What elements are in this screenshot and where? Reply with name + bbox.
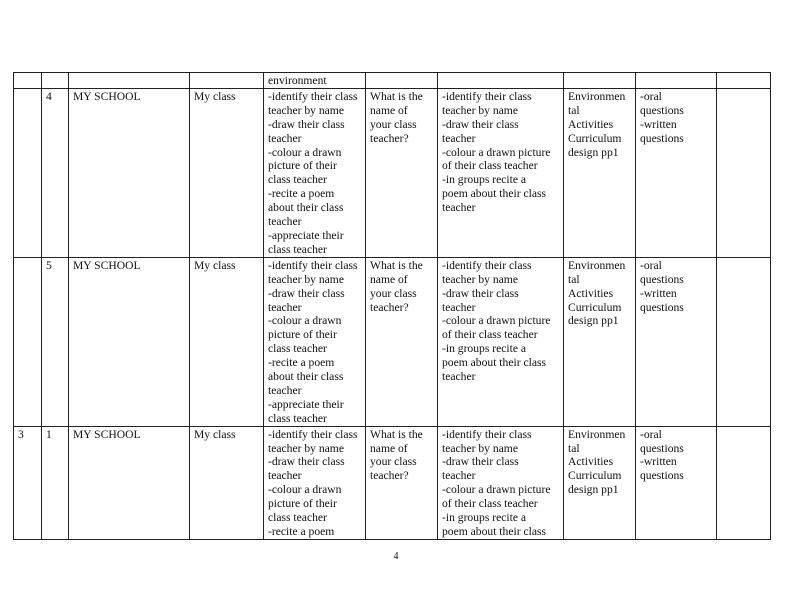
week-cell: [14, 73, 42, 89]
cell-line: of their class teacher: [442, 328, 538, 342]
cell-line: -draw their class: [268, 117, 345, 131]
cell-line: 1: [46, 427, 52, 441]
cell-line: class teacher: [268, 342, 327, 356]
cell-line: teacher by name: [268, 103, 344, 117]
cell-line: -colour a drawn picture: [442, 145, 551, 159]
cell-line: teacher: [442, 131, 476, 145]
cell-line: picture of their: [268, 497, 337, 511]
remarks-cell: [717, 88, 771, 257]
cell-line: teacher: [442, 201, 476, 215]
lesson-cell: [42, 257, 69, 426]
cell-line: name of: [370, 272, 408, 286]
cell-line: questions: [640, 469, 684, 483]
table-row: [14, 73, 771, 89]
cell-line: your class: [370, 455, 417, 469]
key-inquiry-question-cell: [366, 73, 438, 89]
cell-line: -in groups recite a: [442, 342, 527, 356]
cell-line: MY SCHOOL: [73, 427, 141, 441]
cell-line: picture of their: [268, 159, 337, 173]
cell-line: questions: [640, 131, 684, 145]
cell-line: -draw their class: [442, 286, 519, 300]
cell-line: Environmen: [568, 258, 626, 272]
learning-resources-cell: [564, 88, 636, 257]
cell-line: -in groups recite a: [442, 173, 527, 187]
cell-line: design pp1: [568, 145, 619, 159]
cell-line: questions: [640, 272, 684, 286]
cell-line: of their class teacher: [442, 497, 538, 511]
cell-line: Curriculum: [568, 131, 622, 145]
cell-line: -colour a drawn picture: [442, 483, 551, 497]
assessment-cell: [636, 73, 717, 89]
lesson-cell: [42, 73, 69, 89]
learning-resources-cell: [564, 73, 636, 89]
page-number: 4: [393, 551, 399, 562]
cell-line: teacher: [442, 300, 476, 314]
cell-line: -identify their class: [442, 89, 532, 103]
sub-strand-cell: [190, 73, 264, 89]
cell-line: teacher by name: [442, 441, 518, 455]
cell-line: Environmen: [568, 427, 626, 441]
week-cell: [14, 88, 42, 257]
key-inquiry-question-cell: [366, 426, 438, 539]
cell-line: Curriculum: [568, 300, 622, 314]
cell-line: teacher?: [370, 300, 409, 314]
cell-line: teacher?: [370, 469, 409, 483]
learning-outcomes-cell: [264, 73, 366, 89]
cell-line: MY SCHOOL: [73, 258, 141, 272]
cell-line: teacher?: [370, 131, 409, 145]
week-cell: [14, 257, 42, 426]
lesson-cell: [42, 88, 69, 257]
learning-experiences-cell: [438, 257, 564, 426]
cell-line: My class: [194, 89, 236, 103]
cell-line: -draw their class: [442, 117, 519, 131]
cell-line: -written: [640, 286, 677, 300]
week-cell: [14, 426, 42, 539]
learning-resources-cell: [564, 426, 636, 539]
cell-line: name of: [370, 441, 408, 455]
cell-line: class teacher: [268, 411, 327, 425]
cell-line: Curriculum: [568, 469, 622, 483]
cell-line: -draw their class: [442, 455, 519, 469]
cell-line: picture of their: [268, 328, 337, 342]
cell-line: 3: [18, 427, 24, 441]
cell-line: -identify their class: [442, 427, 532, 441]
cell-line: What is the: [370, 89, 423, 103]
cell-line: -written: [640, 455, 677, 469]
cell-line: design pp1: [568, 483, 619, 497]
cell-line: -written: [640, 117, 677, 131]
cell-line: Activities: [568, 286, 614, 300]
cell-line: -oral: [640, 427, 662, 441]
key-inquiry-question-cell: [366, 257, 438, 426]
learning-resources-cell: [564, 257, 636, 426]
cell-line: tal: [568, 441, 580, 455]
assessment-cell: [636, 88, 717, 257]
cell-line: class teacher: [268, 173, 327, 187]
cell-line: teacher by name: [442, 103, 518, 117]
cell-line: -recite a poem: [268, 187, 335, 201]
cell-line: -draw their class: [268, 286, 345, 300]
cell-line: questions: [640, 300, 684, 314]
cell-line: What is the: [370, 427, 423, 441]
table-row: [14, 88, 771, 257]
cell-line: -draw their class: [268, 455, 345, 469]
cell-line: class teacher: [268, 242, 327, 256]
cell-line: 4: [46, 89, 52, 103]
strand-cell: [69, 257, 190, 426]
cell-line: questions: [640, 441, 684, 455]
remarks-cell: [717, 426, 771, 539]
cell-line: -colour a drawn: [268, 145, 342, 159]
learning-outcomes-cell: [264, 257, 366, 426]
cell-line: -appreciate their: [268, 397, 344, 411]
cell-line: tal: [568, 103, 580, 117]
cell-line: teacher: [268, 383, 302, 397]
cell-line: teacher by name: [442, 272, 518, 286]
learning-experiences-cell: [438, 88, 564, 257]
cell-line: MY SCHOOL: [73, 89, 141, 103]
cell-line: poem about their class: [442, 187, 546, 201]
cell-line: -in groups recite a: [442, 511, 527, 525]
cell-line: of their class teacher: [442, 159, 538, 173]
cell-line: Environmen: [568, 89, 626, 103]
strand-cell: [69, 73, 190, 89]
cell-line: -identify their class: [442, 258, 532, 272]
cell-line: design pp1: [568, 314, 619, 328]
sub-strand-cell: [190, 257, 264, 426]
learning-outcomes-cell: [264, 88, 366, 257]
cell-line: My class: [194, 427, 236, 441]
cell-line: teacher: [442, 370, 476, 384]
cell-line: -colour a drawn: [268, 483, 342, 497]
cell-line: teacher by name: [268, 441, 344, 455]
remarks-cell: [717, 73, 771, 89]
learning-experiences-cell: [438, 73, 564, 89]
cell-line: teacher: [268, 469, 302, 483]
cell-line: -oral: [640, 89, 662, 103]
cell-line: Activities: [568, 455, 614, 469]
strand-cell: [69, 426, 190, 539]
cell-line: teacher: [442, 469, 476, 483]
cell-line: -identify their class: [268, 427, 358, 441]
cell-line: What is the: [370, 258, 423, 272]
cell-line: about their class: [268, 370, 344, 384]
cell-line: -identify their class: [268, 258, 358, 272]
table-row: [14, 426, 771, 539]
learning-outcomes-cell: [264, 426, 366, 539]
cell-line: poem about their class: [442, 356, 546, 370]
cell-line: poem about their class: [442, 525, 546, 538]
cell-line: -colour a drawn picture: [442, 314, 551, 328]
assessment-cell: [636, 257, 717, 426]
cell-line: -recite a poem: [268, 525, 335, 538]
sub-strand-cell: [190, 88, 264, 257]
lesson-cell: [42, 426, 69, 539]
cell-line: 5: [46, 258, 52, 272]
cell-line: -colour a drawn: [268, 314, 342, 328]
strand-cell: [69, 88, 190, 257]
cell-line: questions: [640, 103, 684, 117]
cell-line: My class: [194, 258, 236, 272]
cell-line: -identify their class: [268, 89, 358, 103]
cell-line: -appreciate their: [268, 228, 344, 242]
learning-experiences-cell: [438, 426, 564, 539]
cell-line: teacher: [268, 131, 302, 145]
cell-line: your class: [370, 286, 417, 300]
remarks-cell: [717, 257, 771, 426]
assessment-cell: [636, 426, 717, 539]
cell-line: teacher: [268, 215, 302, 229]
scheme-of-work-table: [13, 72, 771, 540]
cell-line: your class: [370, 117, 417, 131]
cell-line: Activities: [568, 117, 614, 131]
key-inquiry-question-cell: [366, 88, 438, 257]
cell-line: class teacher: [268, 511, 327, 525]
cell-line: -oral: [640, 258, 662, 272]
cell-line: about their class: [268, 201, 344, 215]
cell-line: environment: [268, 74, 327, 87]
cell-line: name of: [370, 103, 408, 117]
cell-line: -recite a poem: [268, 356, 335, 370]
sub-strand-cell: [190, 426, 264, 539]
cell-line: teacher: [268, 300, 302, 314]
cell-line: teacher by name: [268, 272, 344, 286]
cell-line: tal: [568, 272, 580, 286]
table-row: [14, 257, 771, 426]
